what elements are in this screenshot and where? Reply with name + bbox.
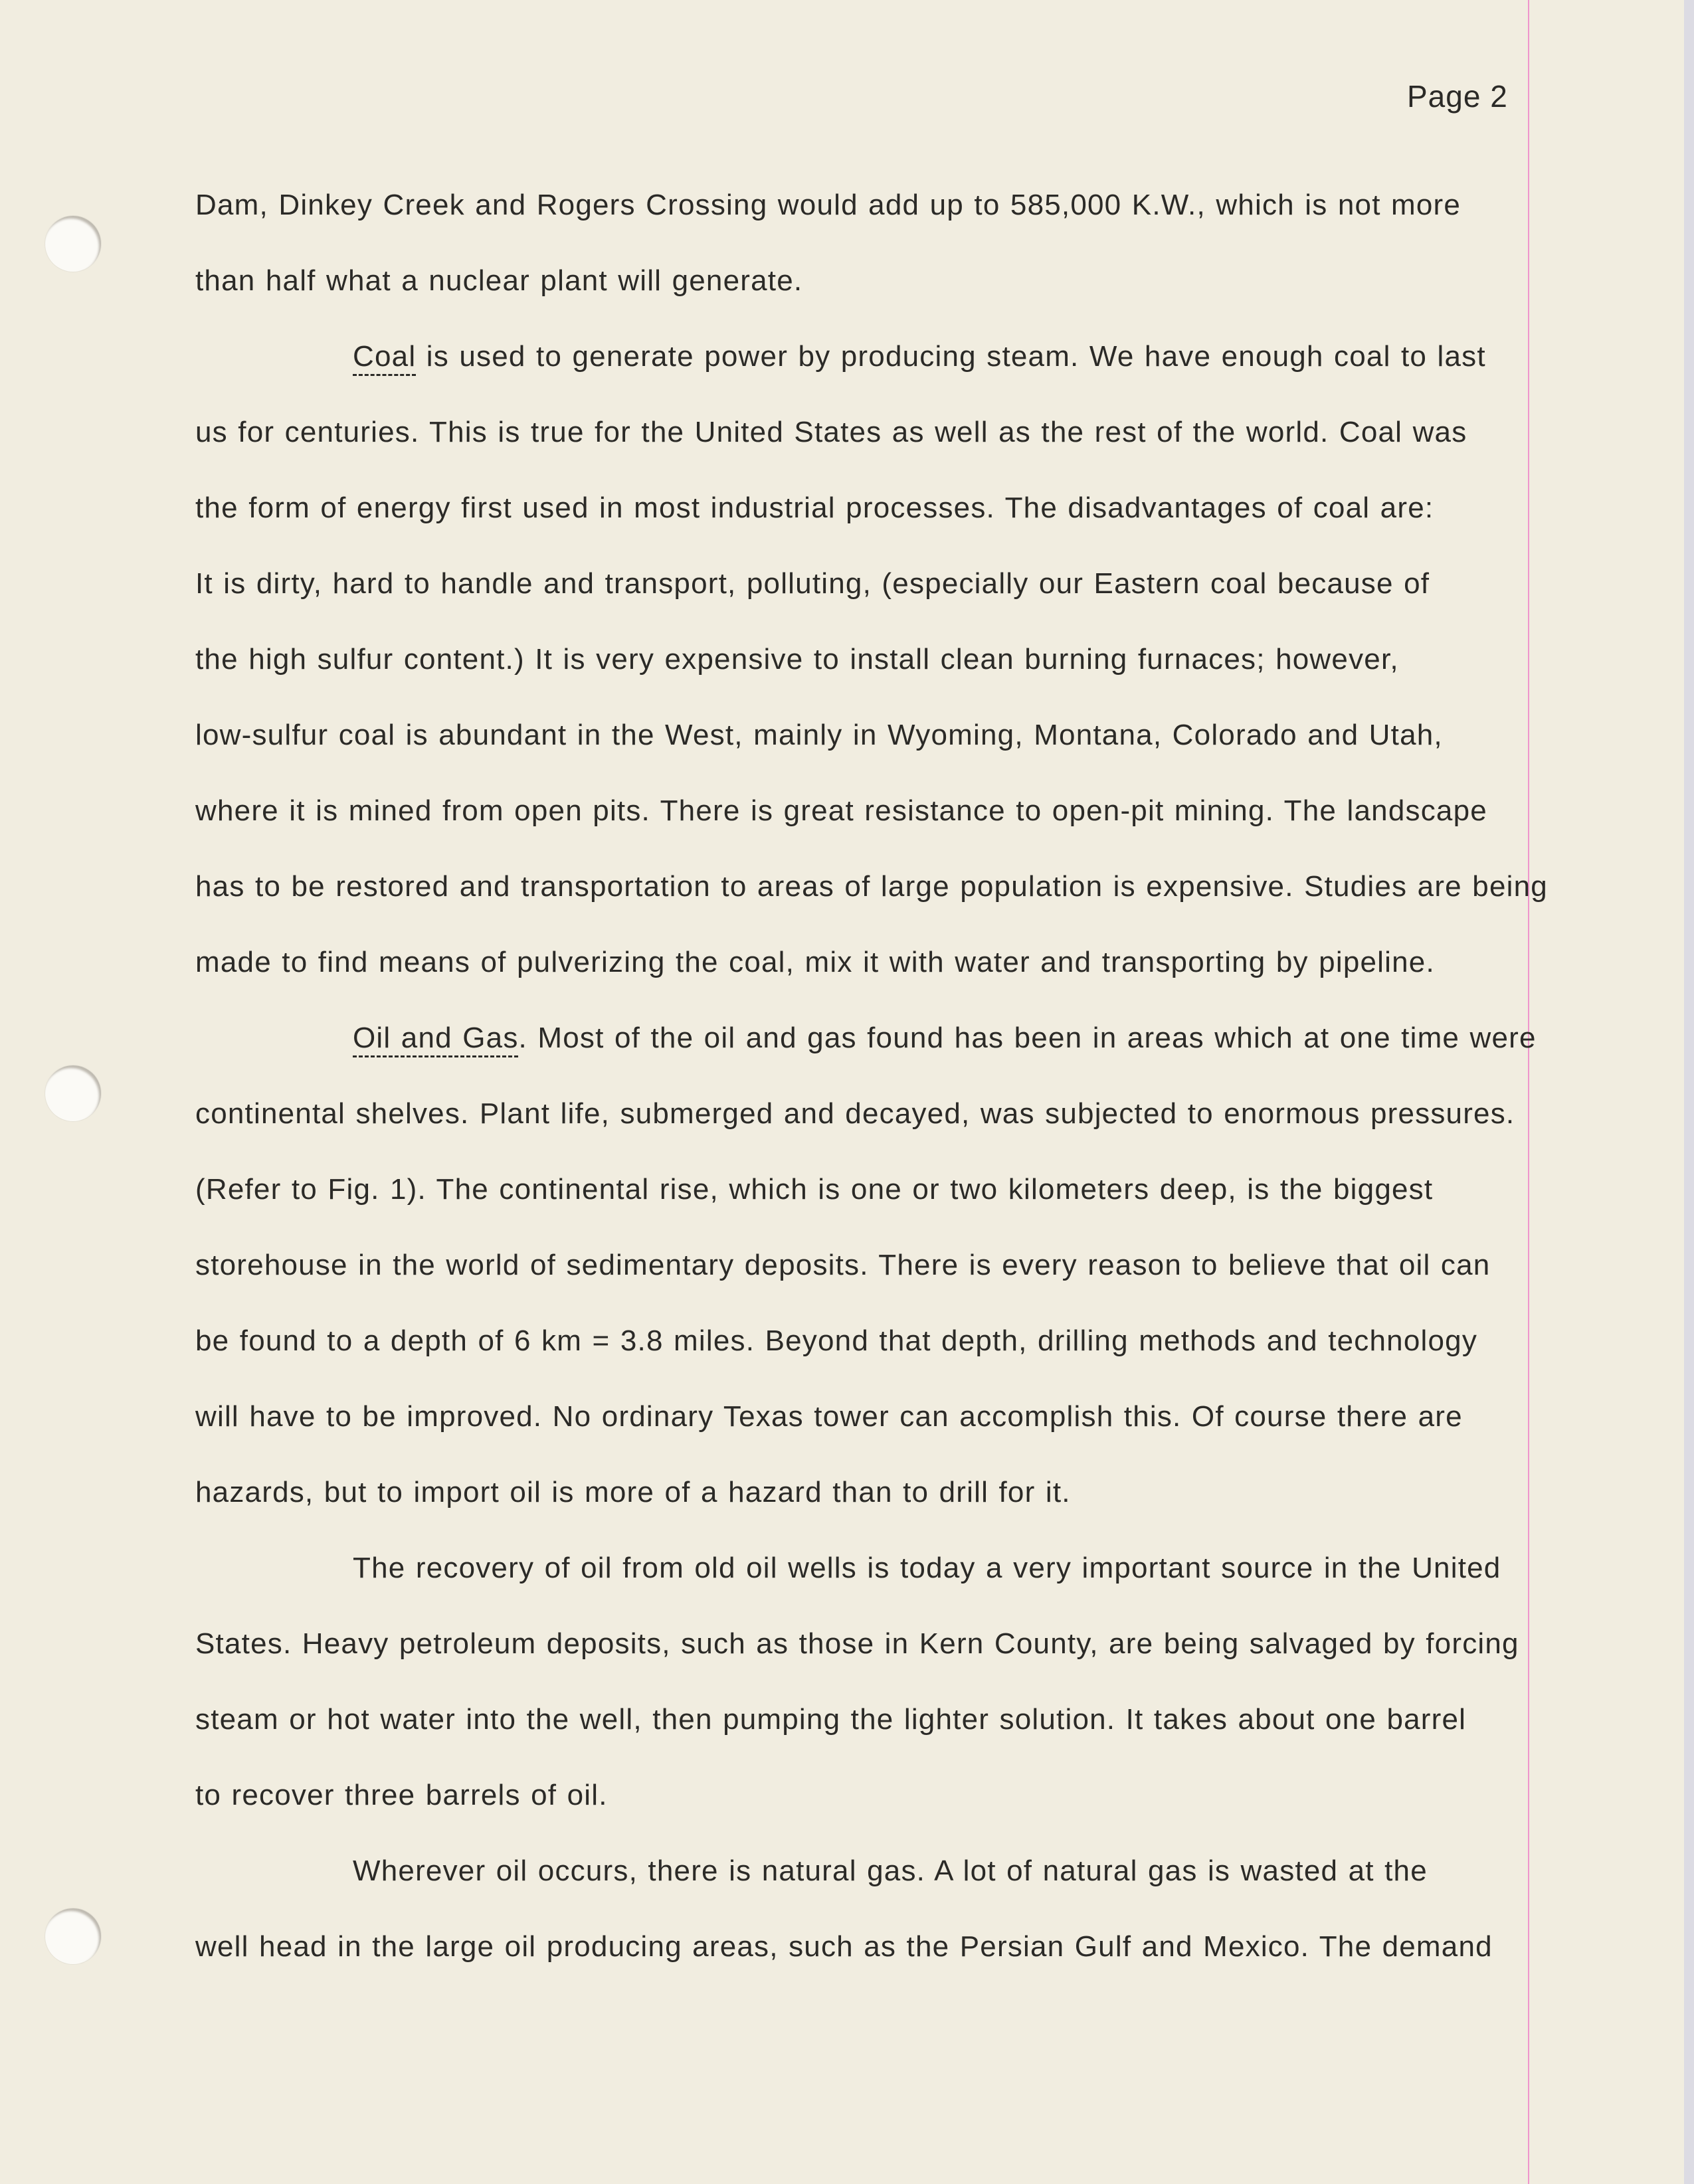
text-line: low-sulfur coal is abundant in the West, mainly in Wyoming, Montana, Colorado and Utah,	[195, 719, 1443, 751]
text-line: hazards, but to import oil is more of a hazard than to drill for it.	[195, 1476, 1071, 1508]
text-line: be found to a depth of 6 km = 3.8 miles. Beyond that depth, drilling methods and technology	[195, 1324, 1478, 1357]
section-heading-oil-gas: Oil and Gas	[353, 1022, 519, 1054]
text-segment: is used to generate power by producing steam. We have enough coal to last	[416, 340, 1486, 373]
document-body	[195, 167, 1548, 1985]
text-segment: . Most of the oil and gas found has been in areas which at one time were	[518, 1022, 1537, 1054]
punch-hole-icon	[45, 216, 101, 272]
text-line: States. Heavy petroleum deposits, such as those in Kern County, are being salvaged by forcing	[195, 1627, 1519, 1660]
text-line: where it is mined from open pits. There is great resistance to open-pit mining. The landscape	[195, 794, 1487, 827]
text-line: has to be restored and transportation to areas of large population is expensive. Studies are being	[195, 870, 1548, 903]
text-line: to recover three barrels of oil.	[195, 1779, 608, 1811]
section-heading-coal: Coal	[353, 340, 417, 373]
text-line: The recovery of oil from old oil wells is today a very important source in the United	[353, 1552, 1501, 1584]
text-line: Wherever oil occurs, there is natural gas. A lot of natural gas is wasted at the	[353, 1855, 1428, 1887]
text-line: will have to be improved. No ordinary Texas tower can accomplish this. Of course there are	[195, 1400, 1463, 1433]
text-line: the form of energy first used in most industrial processes. The disadvantages of coal are:	[195, 492, 1434, 524]
text-line: the high sulfur content.) It is very expensive to install clean burning furnaces; however,	[195, 643, 1399, 676]
text-line: storehouse in the world of sedimentary deposits. There is every reason to believe that oil can	[195, 1249, 1491, 1281]
page-edge	[1684, 0, 1694, 2184]
page-number: Page 2	[1407, 79, 1508, 114]
text-line: It is dirty, hard to handle and transport, polluting, (especially our Eastern coal because of	[195, 567, 1430, 600]
text-line	[195, 319, 1548, 395]
text-line: us for centuries. This is true for the United States as well as the rest of the world. Coal was	[195, 416, 1467, 448]
text-line: steam or hot water into the well, then pumping the lighter solution. It takes about one barrel	[195, 1703, 1467, 1736]
punch-hole-icon	[45, 1065, 101, 1121]
text-line: Dam, Dinkey Creek and Rogers Crossing would add up to 585,000 K.W., which is not more	[195, 189, 1461, 221]
text-line: than half what a nuclear plant will generate.	[195, 264, 803, 297]
text-line	[195, 1000, 1548, 1076]
text-line: made to find means of pulverizing the coal, mix it with water and transporting by pipeline.	[195, 946, 1435, 978]
text-line: well head in the large oil producing areas, such as the Persian Gulf and Mexico. The demand	[195, 1930, 1493, 1963]
text-line: continental shelves. Plant life, submerged and decayed, was subjected to enormous pressures.	[195, 1097, 1515, 1130]
text-line: (Refer to Fig. 1). The continental rise, which is one or two kilometers deep, is the biggest	[195, 1173, 1434, 1206]
punch-hole-icon	[45, 1908, 101, 1964]
